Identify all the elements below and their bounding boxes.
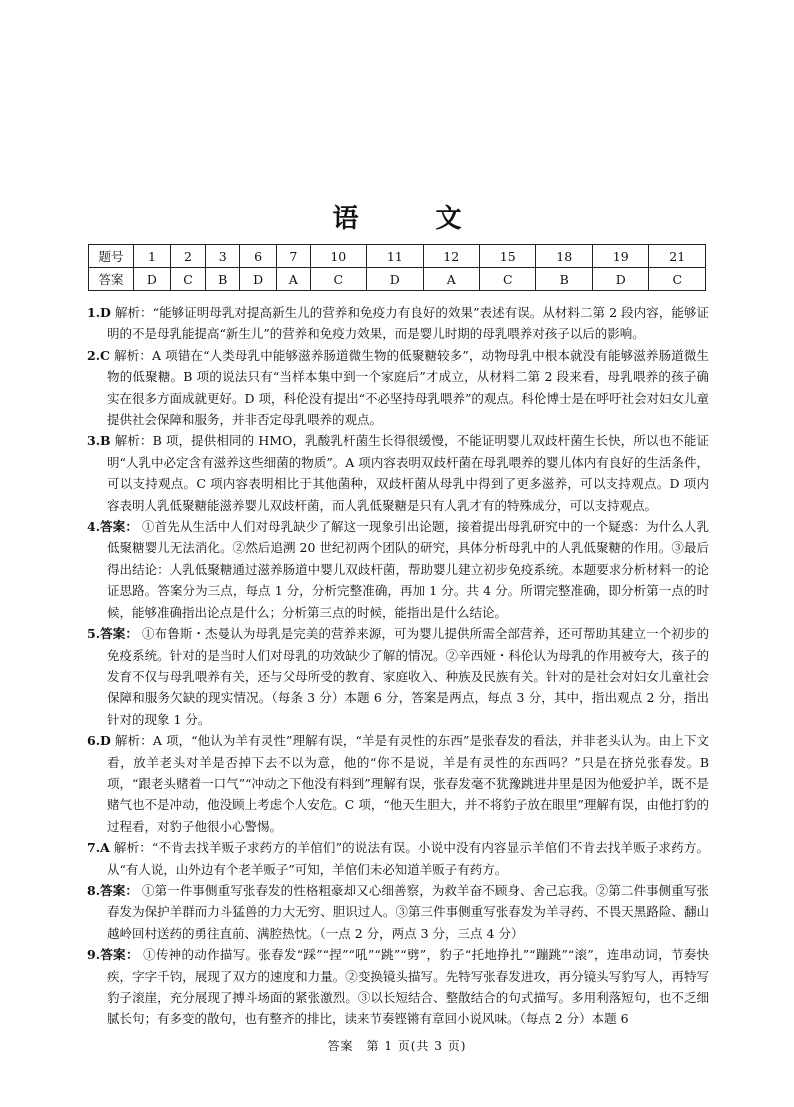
question-number-cell: 15 — [480, 245, 536, 268]
page-title: 语 文 — [332, 204, 496, 234]
item-number: 2.C — [87, 347, 110, 363]
item-text: 解析：“能够证明母乳对提高新生儿的营养和免疫力有良好的效果”表述有误。从材料二第 2 段内容，能够证明的不是母乳能提高“新生儿”的营养和免疫力效果，而是婴儿时期的母乳喂养对孩子以后的影响。 — [107, 305, 709, 342]
question-number-cell: 18 — [536, 245, 592, 268]
item-text: ①布鲁斯・杰曼认为母乳是完美的营养来源，可为婴儿提供所需全部营养，还可帮助其建立一个初步的免疫系统。针对的是当时人们对母乳的功效缺少了解的情况。②辛西娅・科伦认为母乳的作用被夸大，孩子的发育不仅与母乳喂养有关，还与父母所受的教育、家庭收入、种族及民族有关。针对的是社会对妇女儿童社会保障和服务欠缺的现实情况。（每条 3 分）本题 6 分，答案是两点，每点 3 分，其中，指出观点 2 分，指出针对的现象 1 分。 — [107, 626, 709, 727]
question-row-label: 题号 — [89, 245, 134, 268]
item-text: ①第一件事侧重写张春发的性格粗豪却又心细善察，为救羊奋不顾身、舍己忘我。②第二件事侧重写张春发为保护羊群而力斗猛兽的力大无穷、胆识过人。③第三件事侧重写张春发为羊寻药、不畏天黑路险、翻山越岭回村送药的勇往直前、满腔热忱。（一点 2 分，两点 3 分，三点 4 分） — [107, 882, 709, 941]
question-number-cell: 2 — [170, 245, 205, 268]
page-footer: 答案 第 1 页(共 3 页) — [327, 1039, 467, 1053]
answer-cell: D — [240, 268, 277, 291]
question-number-cell: 1 — [134, 245, 171, 268]
item-number: 5.答案： — [87, 626, 138, 642]
answer-cell: A — [423, 268, 479, 291]
item-text: 解析：B 项，提供相同的 HMO，乳酸乳杆菌生长得很缓慢，不能证明婴儿双歧杆菌生长快，所以也不能证明“人乳中必定含有滋养这些细菌的物质”。A 项内容表明双歧杆菌在母乳喂养的婴儿体内有良好的生活条件，可以支持观点。C 项内容表明相比于其他菌种，双歧杆菌从母乳中得到了更多滋养，可以支持观点。D 项内容表明人乳低聚糖能滋养婴儿双歧杆菌，而人乳低聚糖是只有人乳才有的特殊成分，可以支持观点。 — [107, 433, 709, 513]
explanation-item — [87, 880, 709, 944]
item-text: 解析：A 项错在“人类母乳中能够滋养肠道微生物的低聚糖较多”，动物母乳中根本就没有能够滋养肠道微生物的低聚糖。B 项的说法只有“当样本集中到一个家庭后”才成立，从材料二第 2 段来看，母乳喂养的孩子确实在很多方面成就更好。D 项，科伦没有提出“不必坚持母乳喂养”的观点。科伦博士是在呼吁社会对妇女儿童提供社会保障和服务，并非否定母乳喂养的观点。 — [107, 347, 709, 428]
item-number: 8.答案： — [87, 882, 138, 898]
answer-row-label: 答案 — [89, 268, 134, 291]
item-number: 9.答案： — [87, 947, 139, 963]
item-text: ①首先从生活中人们对母乳缺少了解这一现象引出论题，接着提出母乳研究中的一个疑惑：为什么人乳低聚糖婴儿无法消化。②然后追溯 20 世纪初两个团队的研究，具体分析母乳中的人乳低聚糖的作用。③最后得出结论：人乳低聚糖通过滋养肠道中婴儿双歧杆菌，帮助婴儿建立初步免疫系统。本题要求分析材料一的论证思路。答案分为三点，每点 1 分，分析完整准确，再加 1 分。共 4 分。所谓完整准确，即分析第一点的时候，能够准确指出论点是什么；分析第三点的时候，能指出是什么结论。 — [107, 519, 709, 620]
item-number: 1.D — [87, 305, 111, 320]
explanation-item — [87, 302, 709, 345]
item-number: 3.B — [87, 433, 111, 449]
answer-cell: A — [277, 268, 311, 291]
item-text: ①传神的动作描写。张春发“踩”“捏”“吼”“跳”“劈”，豹子“托地挣扎”“蹦跳”“滚”，连串动词，节奏快疾，字字千钧，展现了双方的速度和力量。②变换镜头描写。先特写张春发进攻，再分镜头写豹写人，再特写豹子滚崖，充分展现了搏斗场面的紧张激烈。③以长短结合、整散结合的句式描写。多用利落短句，也不乏细腻长句；有多变的散句，也有整齐的排比，读来节奏铿锵有章回小说风味。（每点 2 分）本题 6 — [107, 947, 709, 1027]
explanation-item — [87, 730, 709, 837]
explanation-item — [87, 623, 709, 730]
explanations — [87, 302, 709, 1030]
question-number-cell: 7 — [277, 245, 311, 268]
question-number-cell: 21 — [649, 245, 706, 268]
answer-cell: C — [649, 268, 706, 291]
answer-cell: C — [310, 268, 366, 291]
answer-table — [88, 244, 706, 291]
answer-cell: B — [206, 268, 240, 291]
answer-cell: D — [592, 268, 648, 291]
answer-cell: C — [170, 268, 205, 291]
explanation-item — [87, 430, 709, 516]
question-number-cell: 19 — [592, 245, 648, 268]
question-number-cell: 10 — [310, 245, 366, 268]
item-text: 解析：“不肯去找羊贩子求药方的羊倌们”的说法有误。小说中没有内容显示羊倌们不肯去找羊贩子求药方。从“有人说，山外边有个老羊贩子”可知，羊倌们未必知道羊贩子有药方。 — [107, 840, 709, 877]
item-text: 解析：A 项，“他认为羊有灵性”理解有误，“羊是有灵性的东西”是张春发的看法，并非老头认为。由上下文看，放羊老头对羊是否掉下去不以为意，他的“你不是说，羊是有灵性的东西吗？”只是在挤兑张春发。B 项，“跟老头赌着一口气”“冲动之下他没有料到”理解有误，张春发毫不犹豫跳进井里是因为他爱护羊，既不是赌气也不是冲动，他没顾上考虑个人安危。C 项，“他天生胆大，并不将豹子放在眼里”理解有误，由他打豹的过程看，对豹子他很小心警惕。 — [107, 733, 709, 834]
answer-cell: D — [134, 268, 171, 291]
question-number-cell: 3 — [206, 245, 240, 268]
answer-cell: C — [480, 268, 536, 291]
explanation-item — [87, 837, 709, 880]
question-number-cell: 11 — [367, 245, 423, 268]
answer-row — [89, 268, 706, 291]
explanation-item — [87, 345, 709, 431]
answer-cell: B — [536, 268, 592, 291]
answer-cell: D — [367, 268, 423, 291]
question-number-cell: 6 — [240, 245, 277, 268]
item-number: 7.A — [87, 840, 110, 856]
explanation-item — [87, 944, 709, 1030]
question-number-cell: 12 — [423, 245, 479, 268]
question-number-row — [89, 245, 706, 268]
explanation-item — [87, 516, 709, 623]
item-number: 6.D — [87, 733, 111, 749]
item-number: 4.答案： — [87, 519, 138, 535]
